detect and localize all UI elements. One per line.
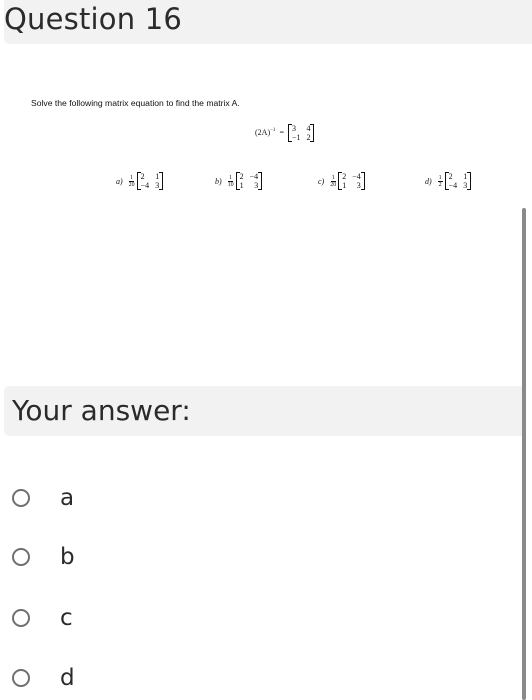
fraction-num: 1 [331, 174, 335, 181]
equation-lhs: (2A) [255, 127, 271, 137]
matrix-cell: 3 [463, 181, 468, 190]
matrix-cell: 1 [342, 181, 347, 190]
matrix-cell: 1 [239, 181, 244, 190]
option-matrix [137, 172, 164, 190]
option-c [318, 172, 365, 190]
answer-choice-label[interactable]: b [60, 544, 75, 570]
option-fraction [129, 175, 135, 188]
option-matrix [445, 172, 472, 190]
matrix-cell: 2 [306, 133, 311, 142]
option-label: d) [425, 176, 432, 186]
equation-exponent: −1 [270, 128, 276, 134]
question-prompt: Solve the following matrix equation to find the matrix A. [31, 98, 240, 108]
option-label: c) [318, 176, 325, 186]
fraction-num: 1 [438, 174, 442, 181]
answer-choice-c[interactable] [12, 605, 73, 631]
option-matrix [338, 172, 365, 190]
answer-choice-label[interactable]: c [60, 605, 73, 631]
matrix-cell: −1 [291, 133, 301, 142]
option-fraction [438, 175, 443, 188]
matrix-cell: 4 [306, 124, 311, 133]
option-a [116, 172, 163, 190]
option-label: a) [116, 176, 123, 186]
radio-button[interactable] [12, 489, 30, 507]
option-b [215, 172, 262, 190]
option-fraction [228, 175, 234, 188]
matrix-cell: 3 [155, 181, 160, 190]
answer-choice-d[interactable] [12, 665, 75, 691]
matrix-cell: 2 [342, 172, 347, 181]
matrix-cell: 3 [356, 181, 361, 190]
option-d [425, 172, 471, 190]
matrix-cell: 3 [254, 181, 259, 190]
option-label: b) [215, 176, 222, 186]
matrix-cell: −4 [352, 172, 361, 181]
matrix-cell: −4 [448, 181, 458, 190]
fraction-den: 10 [227, 181, 234, 188]
matrix-cell: −4 [249, 172, 259, 181]
fraction-den: 20 [330, 181, 337, 188]
matrix-equation [255, 124, 314, 142]
radio-button[interactable] [12, 609, 30, 627]
option-fraction [330, 175, 336, 188]
matrix-cell: −4 [140, 181, 150, 190]
question-header [4, 0, 532, 44]
answer-header [4, 386, 522, 436]
matrix-cell: 3 [291, 124, 296, 133]
matrix-cell: 2 [448, 172, 453, 181]
answer-choice-a[interactable] [12, 485, 74, 511]
fraction-den: 2 [438, 181, 442, 188]
fraction-den: 20 [128, 181, 135, 188]
radio-button[interactable] [12, 669, 30, 687]
matrix-cell: 2 [140, 172, 145, 181]
matrix-cell: 1 [463, 172, 468, 181]
matrix-cell: 1 [155, 172, 160, 181]
answer-choice-label[interactable]: d [60, 665, 75, 691]
fraction-num: 1 [229, 174, 233, 181]
answer-choice-b[interactable] [12, 544, 75, 570]
question-title: Question 16 [4, 2, 183, 36]
fraction-num: 1 [130, 174, 134, 181]
matrix-cell: 2 [239, 172, 244, 181]
equation-matrix [288, 124, 315, 142]
answer-title: Your answer: [12, 394, 191, 427]
radio-button[interactable] [12, 548, 30, 566]
answer-choice-label[interactable]: a [60, 485, 75, 511]
scrollbar[interactable] [522, 208, 526, 700]
option-matrix [236, 172, 263, 190]
equation-equals: = [279, 127, 284, 137]
